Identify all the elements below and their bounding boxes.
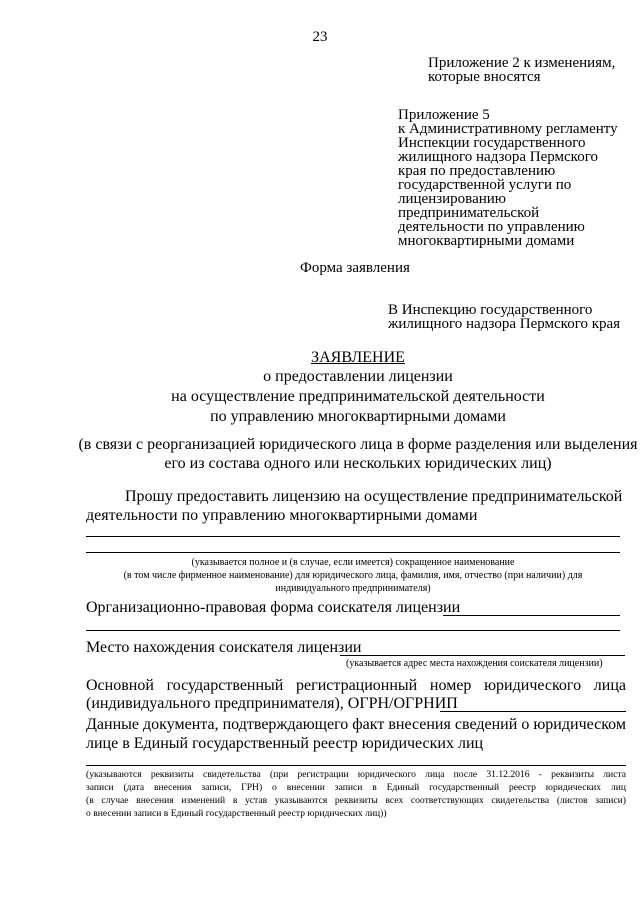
applicant-name-line-1[interactable] xyxy=(86,536,620,537)
org-form-field-line-2[interactable] xyxy=(86,630,620,631)
appendix-5-line: лицензированию xyxy=(398,191,506,207)
egrul-field[interactable] xyxy=(86,765,626,766)
name-hint-line1: (указывается полное и (в случае, если имеется) сокращенное наименование xyxy=(191,557,515,568)
heading-line3: по управлению многоквартирными домами xyxy=(210,408,506,425)
addressee-line2: жилищного надзора Пермского края xyxy=(388,316,621,332)
appendix-5-line: деятельности по управлению xyxy=(398,219,585,235)
location-label: Место нахождения соискателя лицензии xyxy=(86,639,362,656)
heading-line2: на осуществление предпринимательской деятельности xyxy=(171,388,545,405)
form-title: Форма заявления xyxy=(300,260,410,276)
egrul-hint-line3: (в случае внесения изменений в устав указываются реквизиты всех соответствующих свидетельства (листов записи) xyxy=(86,795,626,806)
appendix-5-block xyxy=(398,108,638,248)
appendix-5-line: многоквартирными домами xyxy=(398,233,575,249)
location-field[interactable] xyxy=(340,655,625,656)
org-form-label: Организационно-правовая форма соискателя лицензии xyxy=(86,599,461,616)
appendix-5-line: Инспекции государственного xyxy=(398,135,586,151)
heading-line4: (в связи с реорганизацией юридического лица в форме разделения или выделения xyxy=(78,436,638,453)
name-hint-line3: индивидуального предпринимателя) xyxy=(275,583,431,594)
ogrn-line2: (индивидуального предпринимателя), ОГРН/ОГРНИП xyxy=(86,695,458,712)
appendix-5-line: предпринимательской xyxy=(398,205,540,221)
page-number: 23 xyxy=(312,29,328,45)
name-hint-line2: (в том числе фирменное наименование) для юридического лица, фамилия, имя, отчество (при наличии) для xyxy=(123,570,583,581)
request-line2: деятельности по управлению многоквартирными домами xyxy=(86,507,478,524)
location-hint: (указывается адрес места нахождения соискателя лицензии) xyxy=(346,658,603,669)
request-line1: Прошу предоставить лицензию на осуществление предпринимательской xyxy=(125,488,623,505)
addressee-line1: В Инспекцию государственного xyxy=(388,302,593,318)
org-form-field[interactable] xyxy=(443,615,620,616)
egrul-hint-line1: (указываются реквизиты свидетельства (при регистрации юридического лица после 31.12.2016 - реквизиты листа xyxy=(86,769,626,780)
ogrn-field[interactable] xyxy=(440,711,626,712)
document-title: ЗАЯВЛЕНИЕ xyxy=(311,349,405,366)
egrul-hint-line2: записи (дата внесения записи, ГРН) о внесении записи в Единый государственный реестр юридических лиц xyxy=(86,782,626,793)
heading-line1: о предоставлении лицензии xyxy=(263,368,453,385)
appendix-5-line: государственной услуги по xyxy=(398,177,572,193)
appendix-2-line1: Приложение 2 к изменениям, xyxy=(428,55,616,71)
applicant-name-line-2[interactable] xyxy=(86,552,620,553)
appendix-5-line: жилищного надзора Пермского xyxy=(398,149,598,165)
appendix-2-line2: которые вносятся xyxy=(428,69,541,85)
ogrn-line1: Основной государственный регистрационный номер юридического лица xyxy=(86,677,626,694)
egrul-line2: лице в Единый государственный реестр юридических лиц xyxy=(86,735,484,752)
heading-line5: его из состава одного или нескольких юридических лиц) xyxy=(164,455,552,472)
egrul-hint-line4: о внесении записи в Единый государственный реестр юридических лиц)) xyxy=(86,808,387,819)
appendix-5-line: края по предоставлению xyxy=(398,163,556,179)
appendix-5-line: Приложение 5 xyxy=(398,107,490,123)
appendix-5-line: к Административному регламенту xyxy=(398,121,618,137)
egrul-line1: Данные документа, подтверждающего факт внесения сведений о юридическом xyxy=(86,716,626,733)
